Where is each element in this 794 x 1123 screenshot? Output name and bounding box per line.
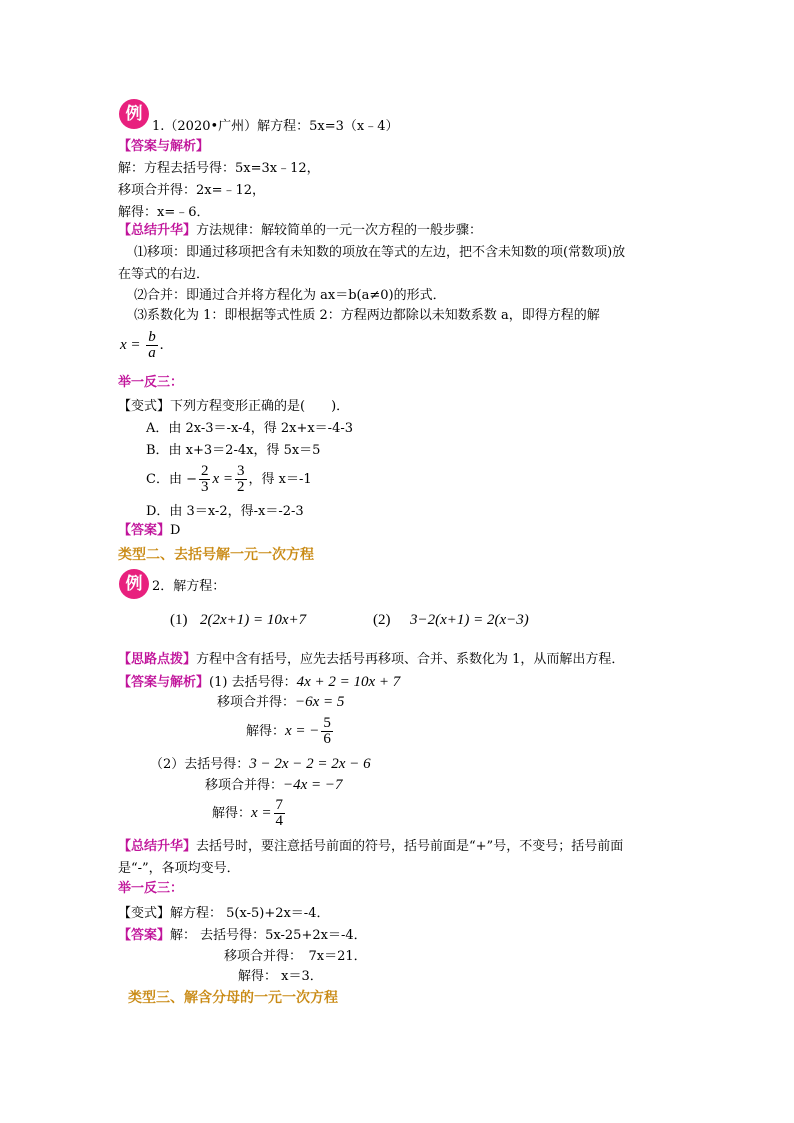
step-math: −6x = 5 [295, 694, 345, 710]
option-c-mid: x = [212, 471, 234, 487]
solution-step: 移项合并得：2x=﹣12， [118, 183, 266, 198]
step-label: 移项合并得： [205, 778, 284, 793]
option-d: D．由 3＝x-2，得-x＝-2-3 [146, 504, 304, 519]
equation-2-label: (2) [373, 612, 391, 628]
solution-1-a [118, 673, 400, 692]
solution-1-b [217, 693, 344, 712]
variant-answer [118, 522, 180, 540]
option-c [146, 462, 312, 497]
summary-tag: 【总结升华】 [118, 839, 197, 854]
solution-2-b [205, 776, 343, 795]
denominator: 2 [237, 479, 245, 495]
step-label: 解得： [212, 806, 252, 821]
fraction-2-3 [199, 464, 211, 495]
step-lhs: x = [251, 805, 272, 821]
hint-text: 方程中含有括号，应先去括号再移项、合并、系数化为 1，从而解出方程． [196, 652, 625, 667]
summary-line-2 [118, 838, 623, 856]
denominator: 3 [200, 479, 209, 495]
fraction-5-6 [321, 716, 333, 747]
step-label: （2）去括号得： [150, 757, 250, 772]
hint-tag: 【思路点拨】 [118, 652, 197, 667]
option-c-prefix: C．由 − [146, 472, 197, 487]
step-label: 解得： [246, 724, 286, 739]
step-label: 移项合并得： [217, 695, 296, 710]
solution-step: 解得：x=﹣6． [118, 205, 210, 220]
step-math: 4x + 2 = 10x + 7 [296, 674, 401, 690]
practice-heading: 举一反三： [118, 881, 184, 896]
numerator: 3 [237, 463, 245, 479]
rule-3: ⑶系数化为 1：即根据等式性质 2：方程两边都除以未知数系数 a，即得方程的解 [134, 308, 600, 323]
section-heading-type3: 类型三、解含分母的一元一次方程 [128, 990, 338, 1006]
answer-value: D [170, 523, 181, 538]
numerator: 7 [275, 797, 284, 813]
answer-step: 解： 去括号得：5x-25+2x＝-4． [170, 928, 367, 943]
option-c-suffix: ，得 x＝-1 [248, 472, 312, 487]
option-b: B．由 x+3＝2-4x，得 5x＝5 [146, 443, 321, 458]
step-math: 3 − 2x − 2 = 2x − 6 [249, 756, 371, 772]
denominator: 6 [323, 731, 331, 747]
summary-text: 去括号时，要注意括号前面的符号，括号前面是“+”号，不变号；括号前面 [196, 839, 624, 854]
summary-text: 方法规律：解较简单的一元一次方程的一般步骤： [196, 223, 483, 238]
section-heading-type2: 类型二、去括号解一元一次方程 [118, 547, 314, 563]
rule-2: ⑵合并：即通过合并将方程化为 ax＝b(a≠0)的形式． [134, 288, 446, 303]
rule-1-cont: 在等式的右边． [118, 267, 210, 282]
fraction-7-4 [274, 798, 286, 829]
example-badge: 例 [119, 99, 149, 129]
solution-step: 解：方程去括号得：5x=3x﹣12， [118, 161, 320, 176]
step-label: (1) 去括号得： [209, 675, 297, 690]
formula-lhs: x = [120, 337, 141, 353]
option-a: A．由 2x-3＝-x-4，得 2x+x＝-4-3 [146, 421, 354, 436]
summary-text-cont: 是“-”，各项均变号． [118, 861, 240, 876]
answer-tag: 【答案】 [118, 523, 171, 538]
step-lhs: x = − [285, 723, 320, 739]
practice-heading: 举一反三： [118, 375, 184, 390]
answer-tag: 【答案与解析】 [118, 675, 210, 690]
numerator: b [148, 329, 156, 346]
question-2: 2．解方程： [152, 579, 226, 594]
equation-1: 2(2x+1) = 10x+7 [200, 612, 307, 628]
example-badge: 例 [119, 569, 149, 599]
variant-question: 【变式】下列方程变形正确的是( )． [118, 399, 350, 414]
variant-answer [118, 927, 367, 945]
answer-tag: 【答案】 [118, 928, 171, 943]
solution-2-c [212, 796, 287, 831]
fraction-b-over-a [146, 330, 158, 361]
answer-step: 解得： x＝3． [238, 969, 323, 984]
solution-2-a [150, 755, 371, 774]
equation-1-label: (1) [170, 612, 188, 628]
numerator: 2 [200, 463, 209, 479]
hint-line [118, 651, 624, 669]
denominator: 4 [275, 813, 284, 829]
answer-tag: 【答案与解析】 [118, 139, 210, 154]
rule-3-formula [120, 330, 164, 361]
question-1: 1.（2020•广州）解方程：5x=3（x﹣4） [152, 119, 399, 134]
step-math: −4x = −7 [283, 777, 343, 793]
summary-tag: 【总结升华】 [118, 223, 197, 238]
answer-step: 移项合并得： 7x＝21． [224, 949, 367, 964]
fraction-3-2 [235, 464, 247, 495]
solution-1-c [246, 714, 335, 749]
variant-question: 【变式】解方程： 5(x-5)+2x＝-4． [118, 906, 330, 921]
rule-1: ⑴移项：即通过移项把含有未知数的项放在等式的左边，把不含未知数的项(常数项)放 [134, 245, 626, 260]
denominator: a [148, 345, 156, 362]
numerator: 5 [323, 715, 331, 731]
period: . [159, 337, 164, 353]
summary-line [118, 222, 482, 240]
equation-2: 3−2(x+1) = 2(x−3) [410, 612, 529, 628]
